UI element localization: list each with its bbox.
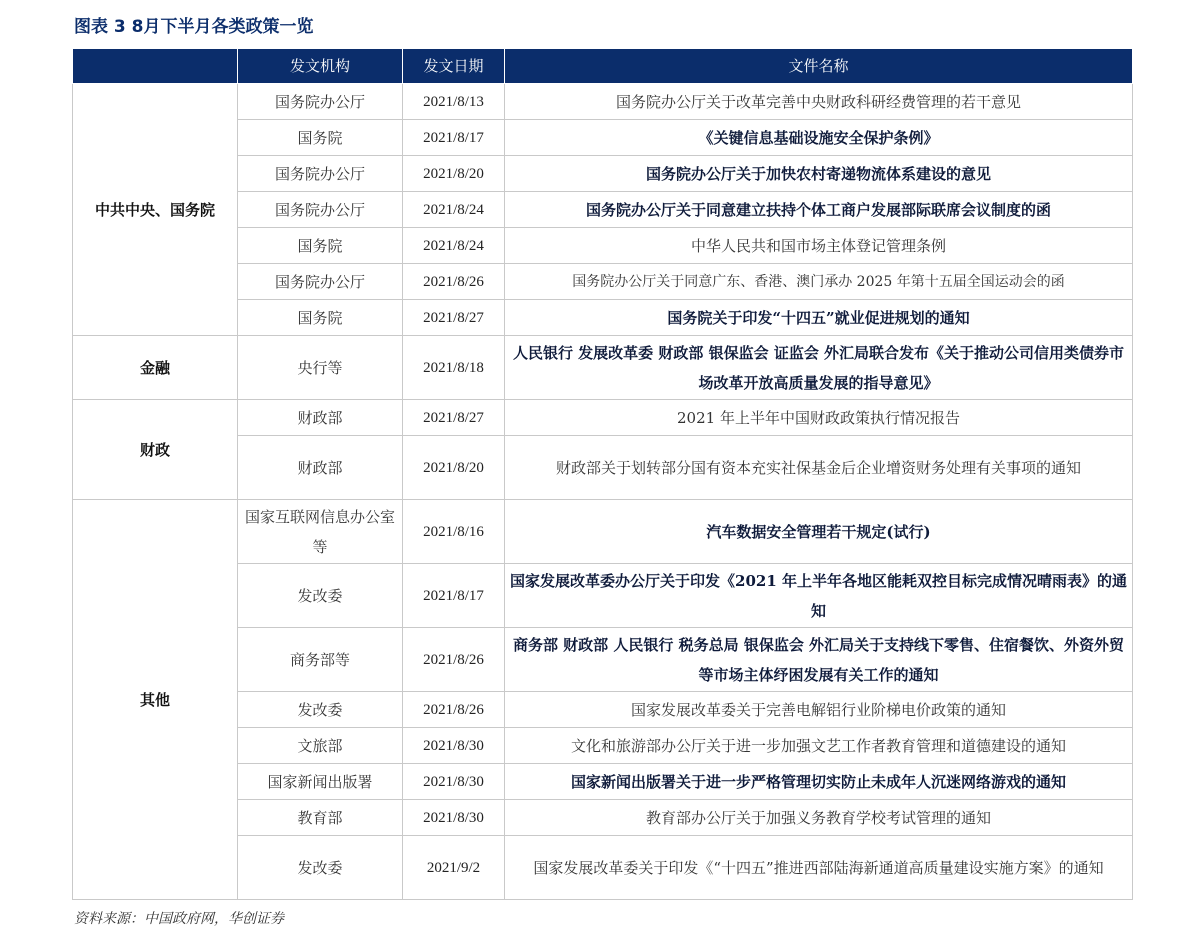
source-note: 资料来源：中国政府网，华创证券: [74, 911, 284, 927]
org-cell: 国家互联网信息办公室等: [238, 500, 403, 564]
header-row: [73, 49, 1133, 84]
org-cell: 教育部: [238, 800, 403, 836]
org-cell: 财政部: [238, 400, 403, 436]
date-cell: 2021/8/20: [403, 436, 505, 500]
title-cell: 文化和旅游部办公厅关于进一步加强文艺工作者教育管理和道德建设的通知: [505, 728, 1133, 764]
category-cell: 金融: [73, 336, 238, 400]
title-cell: 国家发展改革委办公厅关于印发《2021 年上半年各地区能耗双控目标完成情况晴雨表》的通知: [505, 564, 1133, 628]
category-cell: 中共中央、国务院: [73, 84, 238, 336]
org-cell: 国务院办公厅: [238, 264, 403, 300]
title-cell: 国务院办公厅关于同意建立扶持个体工商户发展部际联席会议制度的函: [505, 192, 1133, 228]
title-cell: 人民银行 发展改革委 财政部 银保监会 证监会 外汇局联合发布《关于推动公司信用类债券市场改革开放高质量发展的指导意见》: [505, 336, 1133, 400]
org-cell: 国务院办公厅: [238, 192, 403, 228]
date-cell: 2021/8/18: [403, 336, 505, 400]
date-cell: 2021/8/27: [403, 400, 505, 436]
title-cell: 教育部办公厅关于加强义务教育学校考试管理的通知: [505, 800, 1133, 836]
date-cell: 2021/8/26: [403, 692, 505, 728]
org-cell: 财政部: [238, 436, 403, 500]
org-cell: 央行等: [238, 336, 403, 400]
header-category: [73, 49, 238, 84]
date-cell: 2021/8/17: [403, 120, 505, 156]
title-cell: 国家新闻出版署关于进一步严格管理切实防止未成年人沉迷网络游戏的通知: [505, 764, 1133, 800]
header-org: 发文机构: [238, 49, 403, 84]
date-cell: 2021/8/24: [403, 228, 505, 264]
org-cell: 发改委: [238, 564, 403, 628]
title-cell: 国务院办公厅关于同意广东、香港、澳门承办 2025 年第十五届全国运动会的函: [505, 264, 1133, 300]
header-date: 发文日期: [403, 49, 505, 84]
org-cell: 国务院办公厅: [238, 156, 403, 192]
date-cell: 2021/8/26: [403, 628, 505, 692]
title-cell: 2021 年上半年中国财政政策执行情况报告: [505, 400, 1133, 436]
table-row: [73, 500, 1133, 564]
date-cell: 2021/8/20: [403, 156, 505, 192]
figure-caption: 图表 3 8月下半月各类政策一览: [74, 17, 314, 37]
table-row: [73, 400, 1133, 436]
category-cell: 其他: [73, 500, 238, 900]
title-cell: 《关键信息基础设施安全保护条例》: [505, 120, 1133, 156]
org-cell: 国务院办公厅: [238, 84, 403, 120]
date-cell: 2021/8/24: [403, 192, 505, 228]
org-cell: 国务院: [238, 300, 403, 336]
date-cell: 2021/8/16: [403, 500, 505, 564]
policy-table: [72, 48, 1133, 900]
table-row: [73, 336, 1133, 400]
table-row: [73, 84, 1133, 120]
category-cell: 财政: [73, 400, 238, 500]
org-cell: 发改委: [238, 836, 403, 900]
date-cell: 2021/8/27: [403, 300, 505, 336]
date-cell: 2021/8/30: [403, 764, 505, 800]
title-cell: 国家发展改革委关于印发《“十四五”推进西部陆海新通道高质量建设实施方案》的通知: [505, 836, 1133, 900]
title-cell: 国务院办公厅关于改革完善中央财政科研经费管理的若干意见: [505, 84, 1133, 120]
title-cell: 财政部关于划转部分国有资本充实社保基金后企业增资财务处理有关事项的通知: [505, 436, 1133, 500]
header-title: 文件名称: [505, 49, 1133, 84]
org-cell: 发改委: [238, 692, 403, 728]
date-cell: 2021/8/30: [403, 728, 505, 764]
title-cell: 汽车数据安全管理若干规定(试行): [505, 500, 1133, 564]
org-cell: 国务院: [238, 228, 403, 264]
org-cell: 国家新闻出版署: [238, 764, 403, 800]
org-cell: 文旅部: [238, 728, 403, 764]
org-cell: 商务部等: [238, 628, 403, 692]
title-cell: 中华人民共和国市场主体登记管理条例: [505, 228, 1133, 264]
title-cell: 国务院办公厅关于加快农村寄递物流体系建设的意见: [505, 156, 1133, 192]
date-cell: 2021/9/2: [403, 836, 505, 900]
title-cell: 商务部 财政部 人民银行 税务总局 银保监会 外汇局关于支持线下零售、住宿餐饮、外资外贸等市场主体纾困发展有关工作的通知: [505, 628, 1133, 692]
date-cell: 2021/8/17: [403, 564, 505, 628]
date-cell: 2021/8/13: [403, 84, 505, 120]
title-cell: 国务院关于印发“十四五”就业促进规划的通知: [505, 300, 1133, 336]
date-cell: 2021/8/30: [403, 800, 505, 836]
title-cell: 国家发展改革委关于完善电解铝行业阶梯电价政策的通知: [505, 692, 1133, 728]
org-cell: 国务院: [238, 120, 403, 156]
date-cell: 2021/8/26: [403, 264, 505, 300]
